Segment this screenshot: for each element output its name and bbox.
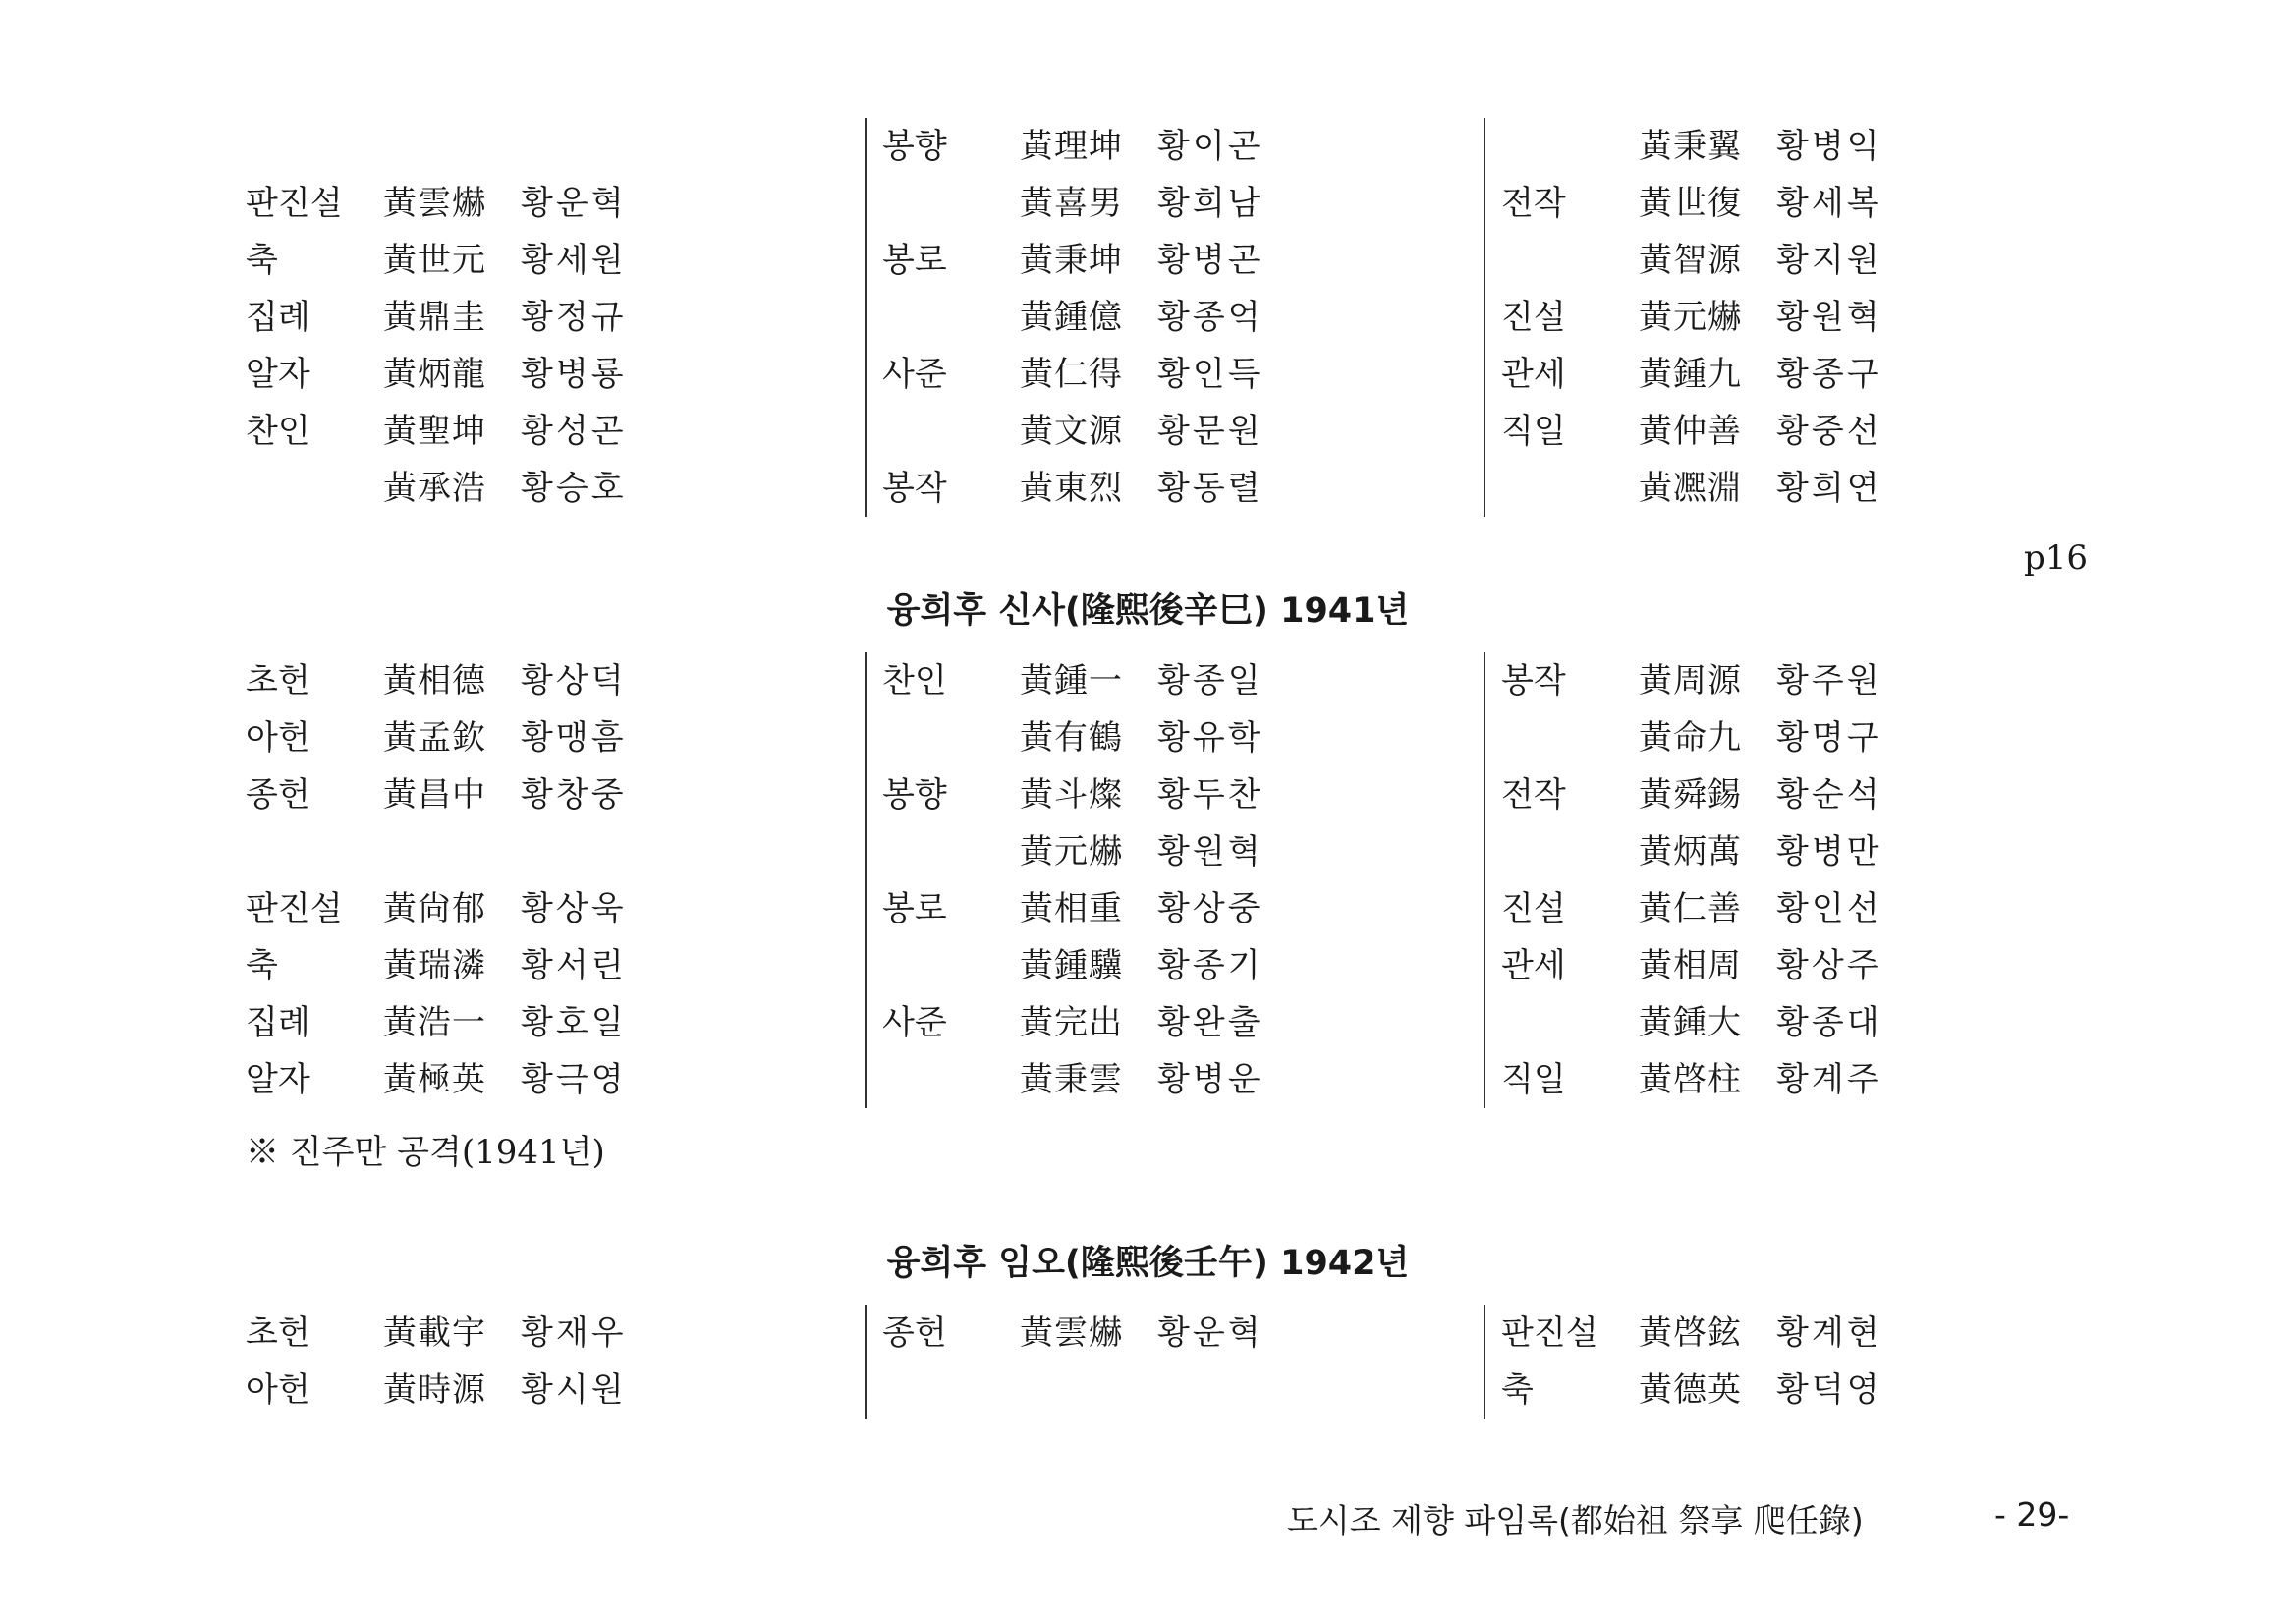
roster-row — [246, 118, 865, 175]
name-hanja: 黃瑞潾 — [383, 946, 486, 985]
name-hangul: 황승호 — [521, 469, 627, 508]
roster-row — [882, 937, 1484, 994]
roster-row — [882, 175, 1484, 232]
name-hanja: 黃有鶴 — [1020, 718, 1123, 757]
name-hanja: 黃完出 — [1020, 1003, 1123, 1042]
role-label: 전작 — [1501, 775, 1566, 814]
name-hanja: 黃載宇 — [383, 1314, 486, 1353]
name-hanja: 黃舜錫 — [1639, 775, 1742, 814]
roster-row — [246, 460, 865, 517]
name-hangul: 황맹흠 — [521, 718, 627, 757]
section-3-title: 융희후 임오(隆熙後壬午) 1942년 — [886, 1244, 1410, 1283]
role-label: 판진설 — [246, 889, 343, 928]
role-label: 관세 — [1501, 946, 1566, 985]
name-hanja: 黃浩一 — [383, 1003, 486, 1042]
name-hanja: 黃鍾一 — [1020, 661, 1123, 700]
roster-row — [882, 766, 1484, 823]
name-hangul — [1157, 1362, 1295, 1419]
section-3-middle-column — [865, 1305, 1484, 1419]
roster-row — [246, 289, 865, 346]
roster-row — [882, 652, 1484, 709]
roster-row — [1501, 709, 2102, 766]
name-hangul: 황주원 — [1776, 661, 1882, 700]
name-hangul — [521, 118, 658, 175]
role-label — [882, 823, 1020, 880]
name-hangul: 황창중 — [521, 775, 627, 814]
section-1-middle-column — [865, 118, 1484, 517]
name-hangul: 황상주 — [1776, 946, 1882, 985]
role-label: 봉로 — [882, 889, 947, 928]
roster-row — [882, 289, 1484, 346]
section-2-left-column — [246, 652, 865, 1108]
role-label: 찬인 — [246, 412, 310, 451]
roster-row — [246, 1051, 865, 1108]
name-hanja: 黃元爀 — [1639, 298, 1742, 337]
name-hangul: 황덕영 — [1776, 1370, 1882, 1410]
name-hangul: 황운혁 — [521, 184, 627, 223]
name-hanja — [383, 823, 521, 880]
footnote: ※ 진주만 공격(1941년) — [246, 1133, 605, 1172]
name-hangul: 황동렬 — [1157, 469, 1263, 508]
name-hanja: 黃極英 — [383, 1060, 486, 1099]
name-hanja: 黃命九 — [1639, 718, 1742, 757]
name-hangul: 황원혁 — [1776, 298, 1882, 337]
role-label — [882, 709, 1020, 766]
name-hanja: 黃時源 — [383, 1370, 486, 1410]
roster-row — [246, 175, 865, 232]
role-label — [1501, 994, 1639, 1051]
role-label — [1501, 709, 1639, 766]
page-number: - 29- — [1994, 1495, 2070, 1534]
section-2-title: 융희후 신사(隆熙後辛巳) 1941년 — [886, 591, 1410, 631]
role-label — [882, 1051, 1020, 1108]
role-label: 집례 — [246, 1003, 310, 1042]
roster-row — [882, 460, 1484, 517]
name-hanja: 黃相重 — [1020, 889, 1123, 928]
role-label: 종헌 — [246, 775, 310, 814]
name-hangul: 황종억 — [1157, 298, 1263, 337]
roster-row — [1501, 1305, 2102, 1362]
name-hanja: 黃仁善 — [1639, 889, 1742, 928]
roster-row — [246, 709, 865, 766]
roster-row — [882, 880, 1484, 937]
roster-row — [1501, 994, 2102, 1051]
roster-row — [246, 937, 865, 994]
name-hangul: 황재우 — [521, 1314, 627, 1353]
roster-row — [246, 823, 865, 880]
name-hangul: 황병곤 — [1157, 241, 1263, 280]
role-label: 축 — [1501, 1370, 1534, 1410]
name-hanja: 黃喜男 — [1020, 184, 1123, 223]
role-label: 축 — [246, 946, 278, 985]
roster-row — [246, 652, 865, 709]
name-hanja: 黃尙郁 — [383, 889, 486, 928]
name-hanja — [383, 118, 521, 175]
name-hangul: 황종일 — [1157, 661, 1263, 700]
role-label — [246, 823, 383, 880]
role-label — [1501, 460, 1639, 517]
name-hangul: 황계주 — [1776, 1060, 1882, 1099]
name-hanja: 黃凞淵 — [1639, 469, 1742, 508]
name-hangul: 황인선 — [1776, 889, 1882, 928]
roster-row — [882, 1051, 1484, 1108]
name-hangul: 황종구 — [1776, 355, 1882, 394]
name-hanja: 黃雲爀 — [383, 184, 486, 223]
name-hanja: 黃鍾億 — [1020, 298, 1123, 337]
roster-row — [246, 766, 865, 823]
name-hangul: 황서린 — [521, 946, 627, 985]
roster-row — [882, 403, 1484, 460]
roster-row — [882, 1362, 1484, 1419]
roster-row — [1501, 823, 2102, 880]
role-label: 종헌 — [882, 1314, 947, 1353]
name-hanja: 黃孟欽 — [383, 718, 486, 757]
role-label: 직일 — [1501, 1060, 1566, 1099]
role-label: 직일 — [1501, 412, 1566, 451]
name-hangul: 황상욱 — [521, 889, 627, 928]
name-hanja: 黃相周 — [1639, 946, 1742, 985]
role-label: 판진설 — [246, 184, 343, 223]
name-hanja: 黃啓鉉 — [1639, 1314, 1742, 1353]
footer-title: 도시조 제향 파임록(都始祖 祭享 爬任錄) — [1287, 1501, 1864, 1539]
name-hangul: 황상중 — [1157, 889, 1263, 928]
role-label: 진설 — [1501, 889, 1566, 928]
name-hanja: 黃炳萬 — [1639, 832, 1742, 871]
name-hangul: 황중선 — [1776, 412, 1882, 451]
name-hangul: 황종대 — [1776, 1003, 1882, 1042]
name-hangul: 황완출 — [1157, 1003, 1263, 1042]
name-hanja: 黃德英 — [1639, 1370, 1742, 1410]
name-hanja: 黃世元 — [383, 241, 486, 280]
roster-row — [882, 346, 1484, 403]
roster-row — [1501, 346, 2102, 403]
roster-row — [1501, 118, 2102, 175]
role-label — [882, 289, 1020, 346]
roster-row — [1501, 880, 2102, 937]
name-hanja: 黃聖坤 — [383, 412, 486, 451]
roster-row — [1501, 652, 2102, 709]
name-hanja: 黃世復 — [1639, 184, 1742, 223]
name-hanja: 黃鍾九 — [1639, 355, 1742, 394]
name-hanja: 黃相德 — [383, 661, 486, 700]
name-hanja — [1020, 1362, 1157, 1419]
name-hanja: 黃雲爀 — [1020, 1314, 1123, 1353]
roster-row — [246, 232, 865, 289]
role-label: 봉작 — [1501, 661, 1566, 700]
section-1 — [246, 118, 2102, 517]
roster-row — [1501, 289, 2102, 346]
name-hanja: 黃仲善 — [1639, 412, 1742, 451]
roster-row — [882, 994, 1484, 1051]
name-hanja: 黃秉翼 — [1639, 127, 1742, 166]
name-hanja: 黃鍾驥 — [1020, 946, 1123, 985]
name-hangul: 황이곤 — [1157, 127, 1263, 166]
name-hanja: 黃鼎圭 — [383, 298, 486, 337]
name-hangul: 황세복 — [1776, 184, 1882, 223]
roster-row — [246, 880, 865, 937]
role-label: 초헌 — [246, 661, 310, 700]
name-hangul: 황희남 — [1157, 184, 1263, 223]
name-hanja: 黃文源 — [1020, 412, 1123, 451]
role-label: 찬인 — [882, 661, 947, 700]
role-label: 관세 — [1501, 355, 1566, 394]
roster-row — [882, 118, 1484, 175]
name-hanja: 黃理坤 — [1020, 127, 1123, 166]
role-label: 판진설 — [1501, 1314, 1598, 1353]
role-label: 사준 — [882, 1003, 947, 1042]
role-label: 봉작 — [882, 469, 947, 508]
name-hanja: 黃鍾大 — [1639, 1003, 1742, 1042]
role-label — [882, 937, 1020, 994]
roster-row — [1501, 175, 2102, 232]
section-3-left-column — [246, 1305, 865, 1419]
name-hangul: 황순석 — [1776, 775, 1882, 814]
role-label — [1501, 118, 1639, 175]
roster-row — [1501, 460, 2102, 517]
section-3-right-column — [1484, 1305, 2102, 1419]
role-label: 집례 — [246, 298, 310, 337]
name-hangul: 황시원 — [521, 1370, 627, 1410]
roster-row — [882, 823, 1484, 880]
section-2 — [246, 652, 2102, 1108]
name-hangul: 황운혁 — [1157, 1314, 1263, 1353]
section-2-right-column — [1484, 652, 2102, 1108]
role-label: 아헌 — [246, 718, 310, 757]
role-label: 봉로 — [882, 241, 947, 280]
name-hangul: 황상덕 — [521, 661, 627, 700]
roster-row — [882, 1305, 1484, 1362]
roster-row — [246, 1362, 865, 1419]
roster-row — [882, 232, 1484, 289]
role-label — [882, 403, 1020, 460]
name-hangul: 황병룡 — [521, 355, 627, 394]
name-hangul: 황성곤 — [521, 412, 627, 451]
name-hangul: 황호일 — [521, 1003, 627, 1042]
roster-row — [246, 1305, 865, 1362]
name-hangul: 황종기 — [1157, 946, 1263, 985]
name-hangul: 황유학 — [1157, 718, 1263, 757]
role-label: 사준 — [882, 355, 947, 394]
roster-row — [246, 994, 865, 1051]
name-hanja: 黃秉坤 — [1020, 241, 1123, 280]
name-hanja: 黃炳龍 — [383, 355, 486, 394]
role-label — [882, 1362, 1020, 1419]
role-label — [1501, 823, 1639, 880]
role-label: 진설 — [1501, 298, 1566, 337]
name-hangul: 황두찬 — [1157, 775, 1263, 814]
name-hanja: 黃仁得 — [1020, 355, 1123, 394]
name-hanja: 黃東烈 — [1020, 469, 1123, 508]
role-label: 봉향 — [882, 127, 947, 166]
role-label: 축 — [246, 241, 278, 280]
name-hangul: 황계현 — [1776, 1314, 1882, 1353]
name-hangul: 황명구 — [1776, 718, 1882, 757]
name-hanja: 黃元爀 — [1020, 832, 1123, 871]
name-hangul: 황문원 — [1157, 412, 1263, 451]
roster-row — [1501, 766, 2102, 823]
name-hangul: 황정규 — [521, 298, 627, 337]
section-1-right-column — [1484, 118, 2102, 517]
role-label: 아헌 — [246, 1370, 310, 1410]
name-hangul: 황희연 — [1776, 469, 1882, 508]
section-3 — [246, 1305, 2102, 1419]
roster-row — [246, 403, 865, 460]
name-hangul: 황세원 — [521, 241, 627, 280]
role-label — [882, 175, 1020, 232]
name-hangul: 황병만 — [1776, 832, 1882, 871]
roster-row — [1501, 1362, 2102, 1419]
name-hangul: 황지원 — [1776, 241, 1882, 280]
name-hangul: 황병운 — [1157, 1060, 1263, 1099]
role-label — [1501, 232, 1639, 289]
role-label — [246, 460, 383, 517]
role-label: 초헌 — [246, 1314, 310, 1353]
name-hanja: 黃啓柱 — [1639, 1060, 1742, 1099]
role-label: 전작 — [1501, 184, 1566, 223]
name-hanja: 黃周源 — [1639, 661, 1742, 700]
role-label — [246, 118, 383, 175]
roster-row — [246, 346, 865, 403]
name-hanja: 黃昌中 — [383, 775, 486, 814]
name-hangul — [521, 823, 658, 880]
roster-row — [882, 709, 1484, 766]
section-1-left-column — [246, 118, 865, 517]
name-hangul: 황극영 — [521, 1060, 627, 1099]
name-hangul: 황원혁 — [1157, 832, 1263, 871]
roster-row — [1501, 403, 2102, 460]
name-hangul: 황인득 — [1157, 355, 1263, 394]
name-hangul: 황병익 — [1776, 127, 1882, 166]
section-2-middle-column — [865, 652, 1484, 1108]
page-reference: p16 — [2024, 538, 2089, 578]
name-hanja: 黃秉雲 — [1020, 1060, 1123, 1099]
roster-row — [1501, 1051, 2102, 1108]
name-hanja: 黃斗燦 — [1020, 775, 1123, 814]
role-label: 알자 — [246, 1060, 310, 1099]
roster-row — [1501, 232, 2102, 289]
role-label: 봉향 — [882, 775, 947, 814]
roster-row — [1501, 937, 2102, 994]
name-hanja: 黃承浩 — [383, 469, 486, 508]
name-hanja: 黃智源 — [1639, 241, 1742, 280]
role-label: 알자 — [246, 355, 310, 394]
